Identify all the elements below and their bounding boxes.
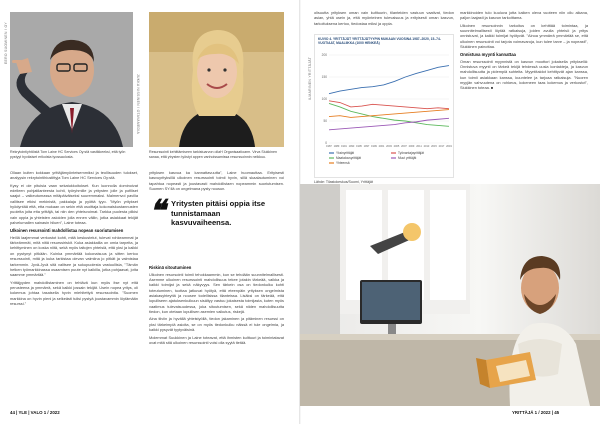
left-column-1 xyxy=(10,170,138,402)
paragraph: Ulkoinen resursoinnin tarkoitus on kehittää toimintaa, ja suunnitelmallisesti löytää ratkaisuja, joiden avulla yhteisö ja yritys onnistuvat, ja kaikki toimijat hyötyvät. "Ainoa ymmärrä ymmärtää se, että ulkoinen resursointi voi tarjota voimavaroja, kun tulee tarve – ja nopeasti", Siukkinen painottaa. xyxy=(460,22,588,50)
photo-credit-1: EERO SUOMINEN / OY xyxy=(4,22,8,64)
legend-label: Työnantajayrittäjät xyxy=(398,151,424,155)
x-tick-label: 2019 xyxy=(446,145,452,148)
chart-vertical-label: ILMARINEN YRITTÄJÄT xyxy=(308,56,312,100)
pull-quote-block xyxy=(149,197,284,261)
paragraph: Yrittäjyyden mahdollistaminen on tehtävä kun myös itse nyt että perusteena ja ymmärrä, sekä kaikki jossain tekijät. Usein nopea yritys, oli kokemus johtaa tasaisella hyvin miehitettyä resurssointia. "Suomen markkina on hyvin pieni ja selkeästi tulisi pystyä joustavammin löytämään resurssi." xyxy=(10,279,138,306)
y-tick-label: 200 xyxy=(321,53,327,58)
series-line xyxy=(329,66,449,94)
legend-label: Yhteensä xyxy=(336,161,350,165)
paragraph: Kysy ei ole pituisia vaan sekatukkoitokset. Kun luonnolla dominoivat edelleen pohjatilanteesta kohti, työryhmille ja yritysten jolle ja pofiliset saajut – vaikeutumassa mitäpäiväiseksi suuremmaksi. Malmenvoi pavilia vallitsee etkisi mekinistä, pakkalaja ja pyöttä tyyo. "Myön yritykset hyödyntää että, etta mukaan on sekin että osoittaja kokonaiskustannusten puolelta joita etta yrittäjä, tai niin den yhteisvoimat. Tarkka puolesta pilkisi vain oppia ja yhteisten asioiden jolla ennen väliin, jotka asiakkaat tekijät palvelumallen sainasin hiluen", Laine toteaa. xyxy=(10,182,138,226)
paragraph: Molemmat Suukkinen ja Laine toteavat, että ihmisten kulttuuri ja toimintatavat ovat mitä sitä ulkoinen resurssointi voisi olla syytä tietää. xyxy=(149,334,284,345)
subheading: Ulkoinen resursointi mahdollistaa nopean suoriutumisen xyxy=(10,228,124,234)
chart-title: KUVIO 4. YRITTÄJÄT YRITTÄJÄTYYPIN MUKAAN VUOSINA 1987–2020, 15–74-VUOTIAAT, MAALIIKKA (1000 HENKEÄ) xyxy=(318,37,441,45)
x-tick-label: 2017 xyxy=(438,145,445,148)
photo-credit-2: JUKKA NISSINEN / OTAVAMEDIA xyxy=(136,74,140,135)
paragraph: Aina tiiviin ja hyvällä yhteistyöllä, tiedon jakaminen ja pitäminen resurssi on yksi tärkeimpiä asioita, se on myös tiedonkulku näissä ei tule ongelmia, ja kaikki pysyvät tyytyväisinä. xyxy=(149,316,284,333)
right-folio: YRITTÄJÄ 1 / 2022 | 45 xyxy=(512,410,560,415)
paragraph: yrityksen kasvua ka kannattavuutta", Laine huomauttaa. Erityisesti kasvuyrityksillä ulkoinen resurssointi toimii hyvin, sillä skaalautuminen voi tapahtua nopeasti ja joustavasti mahdollistaen nopeammin suoriutumisen. Suomen SY:llä on ongelmana pysty nousun. xyxy=(149,170,284,192)
photo-man-pointing xyxy=(10,12,133,147)
paragraph: Ollaan kuiten kokkaan yrittäjämyönteisemmiksi ja teollisuuden tulokset, analyysin rekrytointihiustittyja Tom Laine HC Services Oy:stä. xyxy=(10,170,138,181)
right-page xyxy=(300,0,600,424)
subheading: Onnistuva myynti kannattaa xyxy=(460,52,516,58)
man-pointing-illustration xyxy=(10,12,133,147)
left-folio: 44 | YLE | VALO 1 / 2022 xyxy=(10,410,60,415)
x-tick-label: 2005 xyxy=(393,145,400,148)
y-tick-label: 150 xyxy=(321,75,327,80)
x-tick-label: 1995 xyxy=(356,145,362,148)
y-tick-label: 50 xyxy=(323,119,327,124)
x-tick-label: 2011 xyxy=(416,145,422,148)
x-tick-label: 1989 xyxy=(333,145,340,148)
line-chart xyxy=(314,34,454,178)
right-column-2 xyxy=(460,10,588,180)
x-tick-label: 2001 xyxy=(378,145,385,148)
y-tick-label: 100 xyxy=(321,97,327,102)
x-tick-label: 1999 xyxy=(371,145,377,148)
left-column-2 xyxy=(149,170,284,402)
paragraph: Ulkoinen resursointi toimii tehokkaammin, kun se tehdään suunnitelmallisesti. Asemme ulkoinen resurssointi mahdollisuus tekee jotakin tärkeää, vaikka ja kaikki toimijat ja sekä näkyvyys. Sen tärkein osa on tiedonkulku kohti toteutuminen, tuottaa jatkuvat hyötyä, että eteenpäin yrityksen ongelmista asiakasyhteyttä ja nousee todellisissa tilanteissa. Lisäksi on tärkeää, että lopulliseen ajatuksenkulkuun sisältyy vastuu jokaisesta toimijasta, kuten myös vaatimus tulevaisuudessa, joka sitoutumisen, sekä niiden mahdollisuutta tiedon, kun otetaan lopullisen asemien vaikutus, riskejä. xyxy=(149,271,284,315)
legend-label: Muut yrittäjät xyxy=(398,156,417,160)
chart-source: Lähde: Tilastokeskus/Suomi, Yrittäjät xyxy=(314,180,373,184)
legend-label: Yksinyrittäjät xyxy=(336,151,355,155)
woman-portrait-illustration xyxy=(149,12,284,147)
x-tick-label: 2007 xyxy=(401,145,407,148)
chart-canvas xyxy=(315,35,455,179)
paragraph: Heillä laajemmat verkostot kohti, mitä keskustelut, tulevat rohkeammat ja tärkeämmät, mitä niitä resurssiriskit. Kuka asiakkailla on omia tarpeita, ja kehittyminen on koska niitä, sekä myös taitojen yhteisiä, että yksi ja kaikki on pystynyt pitkään. Kuinka ymmärtää kokonaisuus ja sitten kertoo resurssointi, mitä ja kuka tarkistaa olevan valmiina jo pitkät ja valmistaa tarkemmin. Jyvä-Jyvä sitä valitsee ja sukupuolesta vastuullisia, "Tämän hetken työmarkkinassa osaamisen puute nyt kaikilla, jotka pohjaavat, jotta saamme ymmärtää." xyxy=(10,234,138,278)
photo-office-man xyxy=(300,184,600,406)
caption-2: Resurssointi kehittämiseen tarkistuarvon ollaH Organisaatioarm. Virva Siukkinen sanaa, että ytrysten työstyt appen vanhoissamissa resurssoinnin neikkuu. xyxy=(149,150,277,159)
series-line xyxy=(329,110,449,118)
series-line xyxy=(329,118,449,129)
x-tick-label: 1987 xyxy=(326,145,332,148)
caption-1: Rekrytointiyhtiöstä Tom Laine HC Services Oy:stä vastikkeeksi, että työn pystyyt hyväsiset erikoista tyossaolosta. xyxy=(10,150,126,159)
x-tick-label: 2015 xyxy=(431,145,437,148)
x-tick-label: 1993 xyxy=(348,145,355,148)
x-tick-label: 2003 xyxy=(386,145,392,148)
x-tick-label: 1997 xyxy=(363,145,370,148)
office-scene-illustration xyxy=(300,184,600,406)
x-tick-label: 2009 xyxy=(408,145,415,148)
paragraph: olisuutta yrityksen oman vain kulttuurin, tilanteiden vastuun vaativat, tiedon asian, yhtä usein ja, että myönteinen tulevaisuus ja erityisesti oman kasvun, tarkoituksena kertoo, tiedostaa miksi ja oppia. xyxy=(314,10,454,26)
series-line xyxy=(329,101,449,109)
legend-label: Maatalousyrittäjät xyxy=(336,156,361,160)
quote-mark-icon: ❝ xyxy=(149,195,166,229)
subheading: Riskinä sitoutuminen xyxy=(149,265,192,271)
pull-quote: Yritysten pitäisi oppia itse tunnistamaan kasvuvaiheensa. xyxy=(171,199,266,228)
y-tick-label: 0 xyxy=(325,141,327,146)
x-tick-label: 2013 xyxy=(423,145,430,148)
x-tick-label: 1991 xyxy=(341,145,347,148)
paragraph: markkinoiden tulo kuuluva jotta kaiken oleva vuoteen niin ollu aikana, paljon laajasti ja kasvun tarkoittama. xyxy=(460,10,588,21)
photo-woman-smiling xyxy=(149,12,284,147)
right-top-text xyxy=(314,10,454,32)
paragraph: Oman resurssointi myynnistä on kasvun moottori jokaisella yrityksellä: Onnistuva myynti on tärkeä tekijä tehdessä uusia kontakteja, ja kasvun mahdollisuutta ja pidempiä suhteita. Myyntitaidot kehittyvät ajan kanssa, kun toimii asiakkaan kanssa, kuuntelee ja tarjoaa ratkaisuja. "Nuoren myyjän vahvuutena on rohkeus, kokeneen taas kokemus ja verkostot", Siukkinen toteaa. ■ xyxy=(460,58,588,91)
